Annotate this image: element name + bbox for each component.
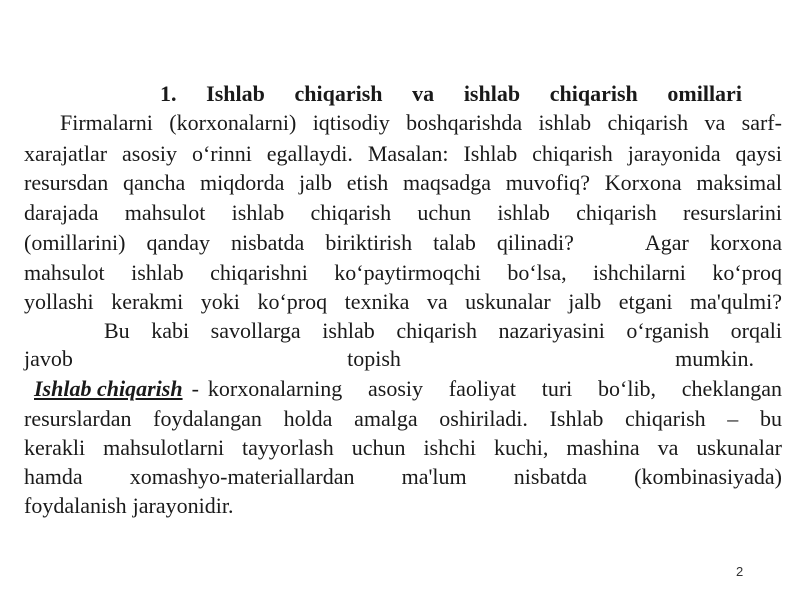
word: resurslardan <box>24 406 132 431</box>
word: oshiriladi. <box>439 406 528 431</box>
word: mahsulot <box>124 200 206 225</box>
word: iqtisodiy <box>312 110 390 135</box>
word: tayyorlash <box>242 435 334 460</box>
word: Agar <box>644 230 689 255</box>
word: chiqarish <box>576 200 657 225</box>
word: qaysi <box>735 141 782 166</box>
word: korxona <box>709 230 782 255</box>
body-line <box>104 316 782 346</box>
body-line <box>24 404 782 434</box>
word: chiqarish <box>310 200 392 225</box>
word: egallaydi. <box>266 141 353 166</box>
word: yollashi <box>24 289 94 314</box>
word: savollarga <box>210 318 301 343</box>
word: nisbatda <box>230 230 305 255</box>
body-line <box>24 258 782 288</box>
heading-word: Ishlab <box>206 81 265 106</box>
word: va <box>704 110 726 135</box>
word: chiqarish <box>624 406 706 431</box>
word: Korxona <box>604 170 682 195</box>
word: ishlab <box>497 200 550 225</box>
section-heading <box>160 80 742 108</box>
heading-word: chiqarish <box>549 81 638 106</box>
body-line <box>24 198 782 228</box>
word: biriktirish <box>325 230 413 255</box>
word: javob <box>24 346 73 371</box>
word: asosiy <box>368 376 424 401</box>
word: hamda <box>24 464 83 489</box>
word: kerakmi <box>111 289 184 314</box>
word: orqali <box>730 318 782 343</box>
word: xomashyo-materiallardan <box>129 464 355 489</box>
word: qanday <box>146 230 210 255</box>
word: sarf- <box>741 110 782 135</box>
word: ko‘proq <box>257 289 328 314</box>
word: Ishlab <box>463 141 518 166</box>
word: ishlab <box>538 110 592 135</box>
word: chiqarish <box>607 110 689 135</box>
word: korxonalarning <box>207 376 343 401</box>
body-line <box>24 168 782 198</box>
heading-word: omillari <box>667 81 742 106</box>
word: ma'qulmi? <box>690 289 782 314</box>
word: faoliyat <box>448 376 516 401</box>
heading-word: va <box>412 81 435 106</box>
word: bu <box>759 406 782 431</box>
heading-word: ishlab <box>463 81 521 106</box>
word: uchun <box>351 435 406 460</box>
word: uskunalar <box>696 435 782 460</box>
word: resursdan <box>24 170 109 195</box>
word: ko‘paytirmoqchi <box>334 260 481 285</box>
word: mumkin. <box>675 346 754 371</box>
word: holda <box>283 406 333 431</box>
heading-word: chiqarish <box>294 81 383 106</box>
word: bo‘lsa, <box>507 260 567 285</box>
word: boshqarishda <box>406 110 523 135</box>
word: ma'lum <box>401 464 467 489</box>
word: o‘rinni <box>191 141 252 166</box>
word: kerakli <box>24 435 86 460</box>
word: yoki <box>200 289 240 314</box>
word: muvofiq? <box>505 170 591 195</box>
word: foydalanish <box>24 493 127 518</box>
word: darajada <box>24 200 99 225</box>
word: turi <box>541 376 573 401</box>
body-line <box>24 491 782 521</box>
word: etish <box>346 170 389 195</box>
word: jarayonida <box>627 141 721 166</box>
word: jalb <box>568 289 602 314</box>
word: etgani <box>618 289 673 314</box>
body-line <box>24 139 782 169</box>
word: maksimal <box>696 170 782 195</box>
word: qilinadi? <box>496 230 574 255</box>
defined-term: Ishlab chiqarish <box>34 376 183 401</box>
word: ko‘proq <box>712 260 782 285</box>
word: maqsadga <box>403 170 491 195</box>
word: ishlab <box>131 260 184 285</box>
word: Firmalarni <box>60 110 153 135</box>
word: ishlab <box>231 200 285 225</box>
word: uskunalar <box>465 289 551 314</box>
word: chiqarish <box>532 141 613 166</box>
word: chiqarishni <box>210 260 308 285</box>
word: foydalangan <box>153 406 262 431</box>
word: uchun <box>417 200 472 225</box>
word: mashina <box>566 435 640 460</box>
word: chiqarish <box>396 318 477 343</box>
word: Masalan: <box>367 141 449 166</box>
body-line <box>24 228 782 258</box>
word: – <box>727 406 739 431</box>
body-line <box>24 344 754 374</box>
word: cheklangan <box>681 376 782 401</box>
word: qancha <box>123 170 186 195</box>
word: texnika <box>344 289 410 314</box>
word: (omillarini) <box>24 230 126 255</box>
word: resurslarini <box>683 200 782 225</box>
body-line <box>60 108 782 138</box>
page-number: 2 <box>736 564 744 579</box>
heading-number: 1. <box>160 81 177 106</box>
word: ishchilarni <box>593 260 686 285</box>
definition-line <box>34 374 782 404</box>
body-line <box>24 462 782 492</box>
word: va <box>657 435 679 460</box>
word: ishlab <box>322 318 375 343</box>
word: mahsulot <box>24 260 105 285</box>
word: amalga <box>354 406 418 431</box>
definition-words <box>208 374 782 404</box>
word: miqdorda <box>200 170 285 195</box>
word: mahsulotlarni <box>103 435 225 460</box>
word: (korxonalarni) <box>169 110 297 135</box>
word: topish <box>347 346 401 371</box>
body-line <box>24 433 782 463</box>
word: nisbatda <box>513 464 588 489</box>
word: ishchi <box>423 435 476 460</box>
word: jarayonidir. <box>132 493 234 518</box>
word: talab <box>433 230 476 255</box>
word: Bu <box>104 318 130 343</box>
word: kuchi, <box>493 435 549 460</box>
word: nazariyasini <box>498 318 605 343</box>
word: jalb <box>299 170 333 195</box>
word: (kombinasiyada) <box>634 464 782 489</box>
definition-dash: - <box>191 376 199 401</box>
word: bo‘lib, <box>598 376 657 401</box>
word: kabi <box>151 318 190 343</box>
word: asosiy <box>122 141 177 166</box>
body-line <box>24 287 782 317</box>
word: Ishlab <box>549 406 604 431</box>
word: xarajatlar <box>24 141 108 166</box>
word: o‘rganish <box>626 318 710 343</box>
word: va <box>426 289 448 314</box>
